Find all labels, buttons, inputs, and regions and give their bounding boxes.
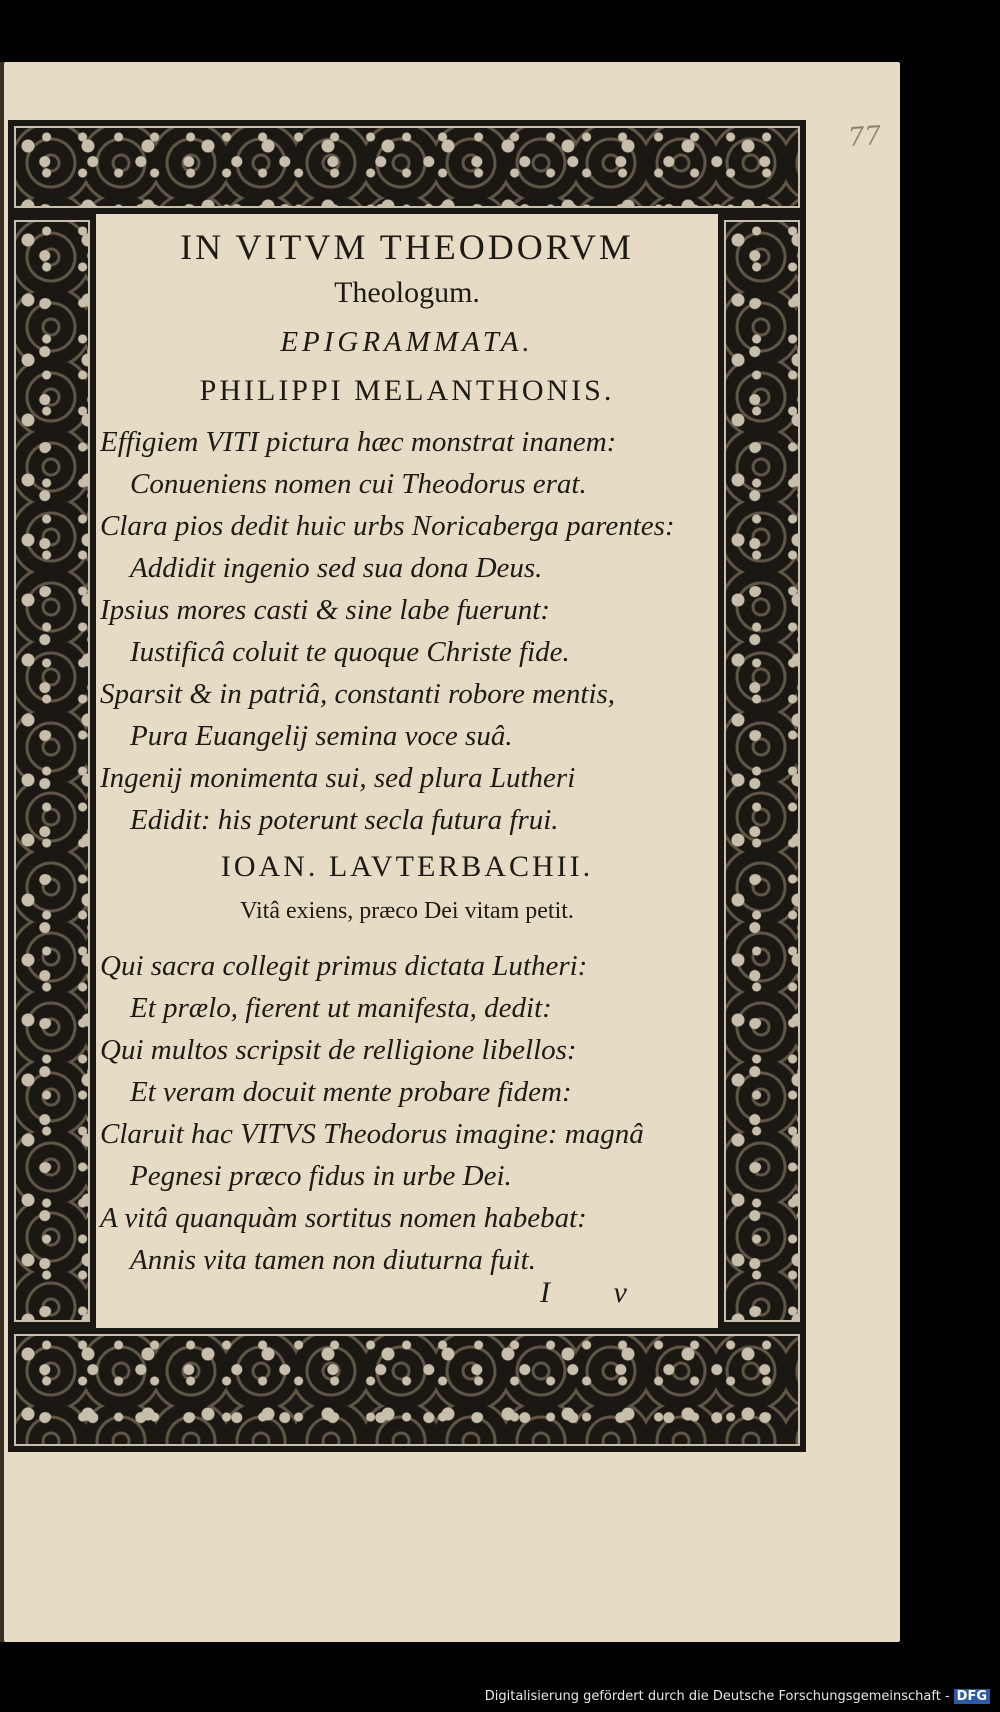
verse-line: Sparsit & in patriâ, constanti robore mentis, xyxy=(100,678,616,710)
folio-number: 77 xyxy=(846,120,883,154)
motto: Vitâ exiens, præco Dei vitam petit. xyxy=(240,898,574,924)
dfg-logo: DFG xyxy=(954,1689,990,1704)
text-block xyxy=(96,214,718,1328)
verse-line: Effigiem VITI pictura hæc monstrat inanem: xyxy=(100,426,617,458)
woodcut-border-left xyxy=(8,214,96,1328)
verse-line: Ingenij monimenta sui, sed plura Lutheri xyxy=(100,762,576,794)
woodcut-border-top xyxy=(8,120,806,214)
verse-line: Qui multos scripsit de relligione libellos: xyxy=(100,1034,577,1066)
verse-line: Addidit ingenio sed sua dona Deus. xyxy=(130,552,543,584)
verse-line: Pegnesi præco fidus in urbe Dei. xyxy=(130,1160,512,1192)
digitization-credit xyxy=(485,1689,990,1704)
woodcut-border-right xyxy=(718,214,806,1328)
verse-line: Annis vita tamen non diuturna fuit. xyxy=(130,1244,536,1276)
author-heading-lauterbach: IOAN. LAVTERBACHII. xyxy=(220,850,594,883)
author-heading-melanthon: PHILIPPI MELANTHONIS. xyxy=(199,374,615,407)
verse-line: Pura Euangelij semina voce suâ. xyxy=(130,720,513,752)
verse-line: A vitâ quanquàm sortitus nomen habebat: xyxy=(100,1202,587,1234)
verse-line: Conueniens nomen cui Theodorus erat. xyxy=(130,468,587,500)
verse-line: Et veram docuit mente probare fidem: xyxy=(130,1076,572,1108)
credit-text: Digitalisierung gefördert durch die Deutsche Forschungsgemeinschaft - xyxy=(484,1689,950,1704)
verse-line: Iustificâ coluit te quoque Christe fide. xyxy=(130,636,570,668)
verse-line: Claruit hac VITVS Theodorus imagine: magnâ xyxy=(100,1118,644,1150)
verse-line: Clara pios dedit huic urbs Noricaberga parentes: xyxy=(100,510,675,542)
verse-line: Edidit: his poterunt secla futura frui. xyxy=(130,804,559,836)
woodcut-border-bottom xyxy=(8,1328,806,1452)
verse-line: Qui sacra collegit primus dictata Lutheri: xyxy=(100,950,588,982)
title-line-1: IN VITVM THEODORVM xyxy=(180,227,634,267)
verse-line: Et prælo, fierent ut manifesta, dedit: xyxy=(130,992,552,1024)
title-line-2: Theologum. xyxy=(334,276,480,309)
verse-line: Ipsius mores casti & sine labe fuerunt: xyxy=(100,594,550,626)
signature-mark: I v xyxy=(540,1276,655,1309)
title-epigrammata: EPIGRAMMATA. xyxy=(280,326,534,358)
